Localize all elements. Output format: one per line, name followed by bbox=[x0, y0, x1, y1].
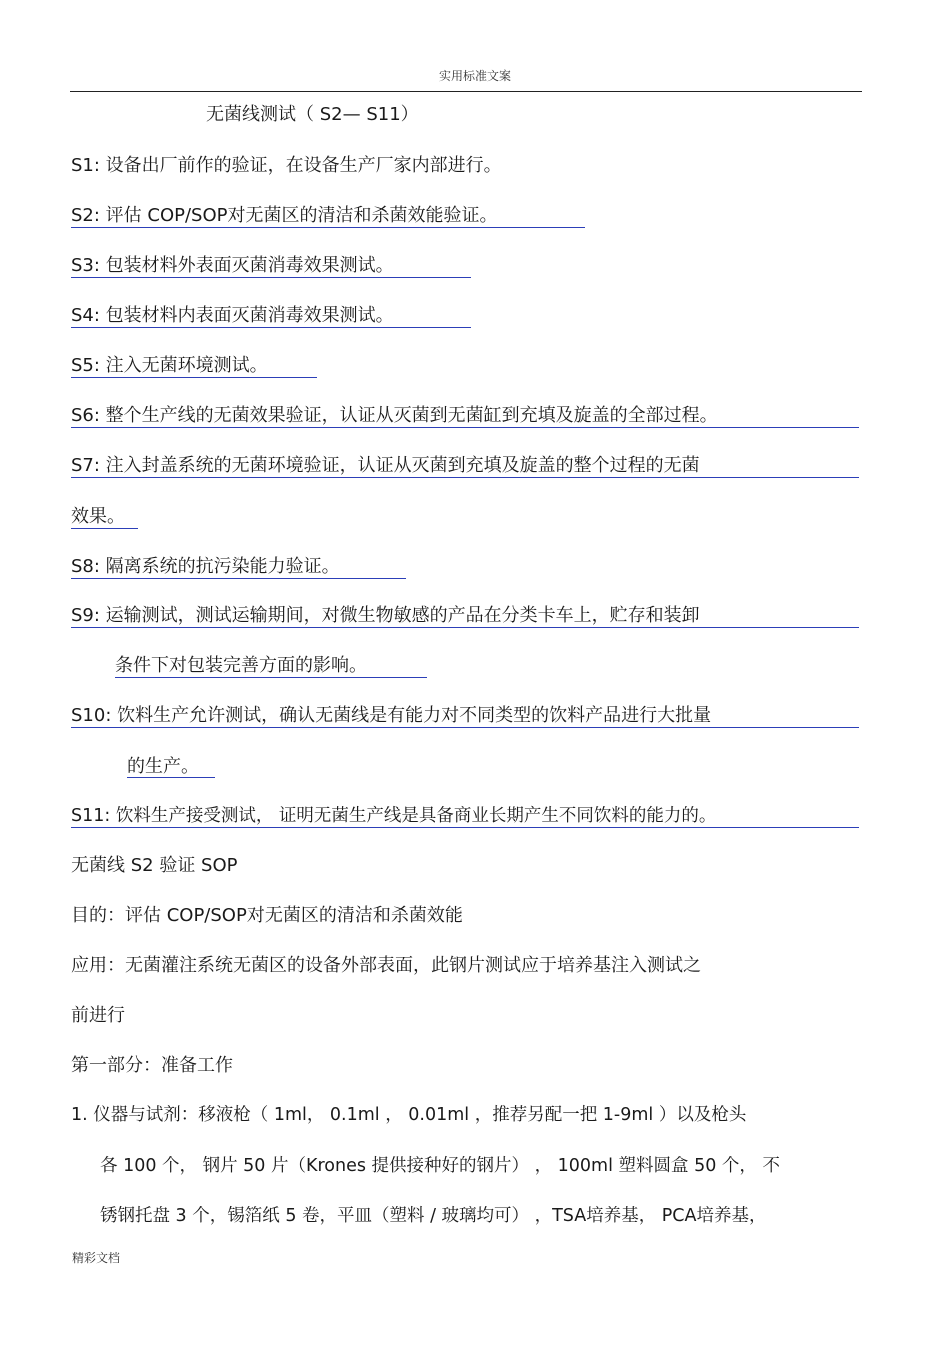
part-one-heading: 第一部分：准备工作 bbox=[71, 1055, 233, 1076]
step-s2: S2: 评估 COP/SOP对无菌区的清洁和杀菌效能验证。 bbox=[71, 205, 498, 226]
underline bbox=[71, 627, 859, 628]
underline bbox=[71, 578, 406, 579]
page-footer: 精彩文档 bbox=[72, 1251, 121, 1265]
document-title: 无菌线测试（ S2— S11） bbox=[206, 104, 419, 125]
sop-heading: 无菌线 S2 验证 SOP bbox=[71, 855, 238, 876]
step-s9: S9: 运输测试，测试运输期间，对微生物敏感的产品在分类卡车上，贮存和装卸 bbox=[71, 605, 700, 626]
underline bbox=[127, 777, 215, 778]
sop-purpose: 目的：评估 COP/SOP对无菌区的清洁和杀菌效能 bbox=[71, 905, 463, 926]
underline bbox=[71, 477, 859, 478]
step-s7: S7: 注入封盖系统的无菌环境验证，认证从灭菌到充填及旋盖的整个过程的无菌 bbox=[71, 455, 700, 476]
underline bbox=[71, 827, 859, 828]
step-s3: S3: 包装材料外表面灭菌消毒效果测试。 bbox=[71, 255, 394, 276]
step-s5: S5: 注入无菌环境测试。 bbox=[71, 355, 268, 376]
underline bbox=[71, 528, 138, 529]
page-header: 实用标准文案 bbox=[438, 69, 511, 83]
step-s1: S1: 设备出厂前作的验证，在设备生产厂家内部进行。 bbox=[71, 155, 502, 176]
sop-application-cont: 前进行 bbox=[71, 1005, 125, 1026]
step-s4: S4: 包装材料内表面灭菌消毒效果测试。 bbox=[71, 305, 394, 326]
step-s7-cont: 效果。 bbox=[71, 506, 125, 527]
underline bbox=[115, 677, 427, 678]
header-rule bbox=[70, 91, 862, 92]
underline bbox=[71, 227, 585, 228]
step-s10: S10: 饮料生产允许测试，确认无菌线是有能力对不同类型的饮料产品进行大批量 bbox=[71, 705, 712, 726]
sop-application: 应用：无菌灌注系统无菌区的设备外部表面，此钢片测试应于培养基注入测试之 bbox=[71, 955, 701, 976]
step-s9-cont: 条件下对包装完善方面的影响。 bbox=[115, 655, 367, 676]
item-1-line-2: 各 100 个， 钢片 50 片（Krones 提供接种好的钢片） ， 100ml 塑料圆盒 50 个， 不 bbox=[100, 1156, 780, 1176]
underline bbox=[71, 277, 471, 278]
step-s8: S8: 隔离系统的抗污染能力验证。 bbox=[71, 556, 340, 577]
underline bbox=[71, 327, 471, 328]
underline bbox=[71, 427, 859, 428]
step-s6: S6: 整个生产线的无菌效果验证，认证从灭菌到无菌缸到充填及旋盖的全部过程。 bbox=[71, 405, 718, 426]
item-1-line-3: 锈钢托盘 3 个，锡箔纸 5 卷，平皿（塑料 / 玻璃均可） ，TSA培养基， PCA培养基， bbox=[100, 1206, 767, 1226]
underline bbox=[71, 727, 859, 728]
step-s11: S11: 饮料生产接受测试， 证明无菌生产线是具备商业长期产生不同饮料的能力的。 bbox=[71, 806, 717, 826]
underline bbox=[71, 377, 317, 378]
item-1-line-1: 1. 仪器与试剂：移液枪（ 1ml， 0.1ml ， 0.01ml ，推荐另配一把 1-9ml ）以及枪头 bbox=[71, 1105, 747, 1125]
step-s10-cont: 的生产。 bbox=[127, 756, 199, 777]
